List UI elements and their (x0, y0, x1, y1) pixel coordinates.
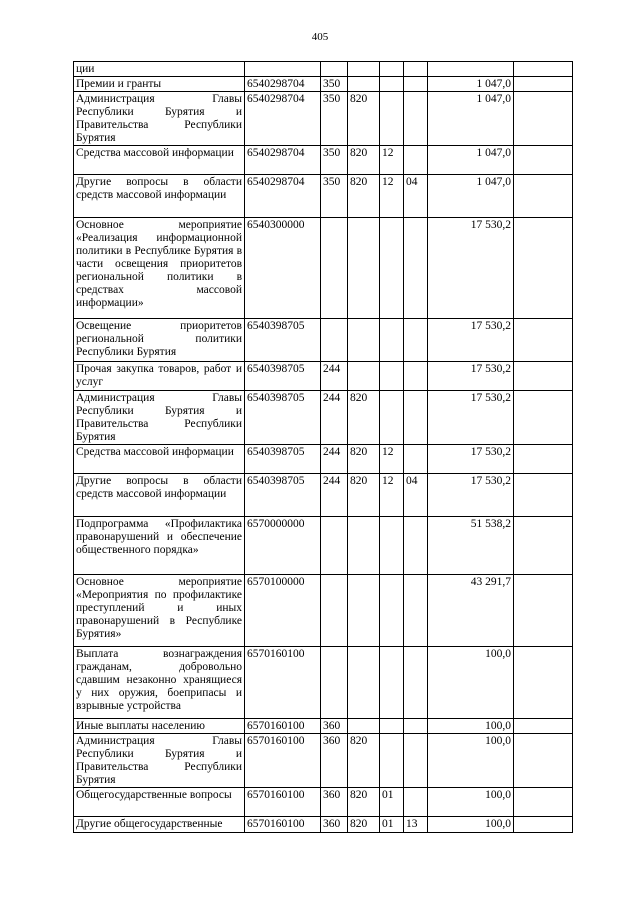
row-name: Администрация Главы Республики Бурятия и Правительства Республики Бурятия (74, 92, 245, 146)
row-subsection-code (404, 362, 428, 391)
table-row (74, 647, 573, 719)
row-admin-code: 820 (348, 817, 380, 833)
row-extra (514, 788, 573, 817)
table-row (74, 788, 573, 817)
table-row (74, 77, 573, 92)
row-csr-code: 6570160100 (245, 719, 321, 734)
row-subsection-code (404, 146, 428, 175)
row-csr-code (245, 62, 321, 77)
row-section-code (380, 92, 404, 146)
row-csr-code: 6540398705 (245, 362, 321, 391)
row-amount: 100,0 (428, 647, 514, 719)
row-amount: 17 530,2 (428, 391, 514, 445)
row-csr-code: 6540298704 (245, 146, 321, 175)
row-amount: 43 291,7 (428, 575, 514, 647)
row-section-code: 12 (380, 146, 404, 175)
row-admin-code: 820 (348, 146, 380, 175)
row-vr-code: 244 (321, 474, 348, 517)
row-csr-code: 6570160100 (245, 817, 321, 833)
row-csr-code: 6540300000 (245, 218, 321, 319)
row-vr-code: 360 (321, 817, 348, 833)
row-extra (514, 647, 573, 719)
row-section-code (380, 362, 404, 391)
row-admin-code (348, 77, 380, 92)
row-vr-code (321, 218, 348, 319)
row-name: Основное мероприятие «Реализация информационной политики в Республике Бурятия в части освещения приоритетов региональной политики в средствах массовой информации» (74, 218, 245, 319)
row-vr-code (321, 647, 348, 719)
row-extra (514, 175, 573, 218)
row-csr-code: 6570160100 (245, 734, 321, 788)
row-csr-code: 6540398705 (245, 445, 321, 474)
row-subsection-code (404, 719, 428, 734)
row-amount: 17 530,2 (428, 362, 514, 391)
row-admin-code (348, 319, 380, 362)
row-extra (514, 218, 573, 319)
row-subsection-code: 04 (404, 474, 428, 517)
row-extra (514, 575, 573, 647)
row-extra (514, 445, 573, 474)
row-amount: 1 047,0 (428, 92, 514, 146)
row-extra (514, 817, 573, 833)
row-amount: 1 047,0 (428, 77, 514, 92)
row-csr-code: 6540398705 (245, 319, 321, 362)
row-extra (514, 92, 573, 146)
table-row (74, 175, 573, 218)
row-section-code (380, 575, 404, 647)
row-subsection-code: 13 (404, 817, 428, 833)
table-row (74, 517, 573, 575)
row-admin-code: 820 (348, 92, 380, 146)
row-admin-code: 820 (348, 445, 380, 474)
row-subsection-code (404, 575, 428, 647)
row-csr-code: 6540398705 (245, 391, 321, 445)
row-extra (514, 391, 573, 445)
row-admin-code: 820 (348, 474, 380, 517)
row-subsection-code (404, 77, 428, 92)
row-vr-code: 244 (321, 362, 348, 391)
row-vr-code: 244 (321, 391, 348, 445)
row-name: ции (74, 62, 245, 77)
row-extra (514, 146, 573, 175)
row-amount: 100,0 (428, 788, 514, 817)
row-admin-code (348, 218, 380, 319)
row-csr-code: 6540298704 (245, 175, 321, 218)
row-amount: 51 538,2 (428, 517, 514, 575)
row-subsection-code (404, 445, 428, 474)
row-subsection-code (404, 92, 428, 146)
row-name: Другие общегосударственные (74, 817, 245, 833)
row-name: Освещение приоритетов региональной политики Республики Бурятия (74, 319, 245, 362)
row-section-code (380, 62, 404, 77)
row-section-code: 01 (380, 788, 404, 817)
row-amount: 17 530,2 (428, 474, 514, 517)
row-admin-code (348, 719, 380, 734)
row-extra (514, 517, 573, 575)
row-name: Администрация Главы Республики Бурятия и Правительства Республики Бурятия (74, 734, 245, 788)
row-subsection-code (404, 391, 428, 445)
row-section-code (380, 319, 404, 362)
table-row (74, 62, 573, 77)
row-admin-code (348, 62, 380, 77)
row-vr-code: 350 (321, 92, 348, 146)
table-row (74, 391, 573, 445)
row-name: Средства массовой информации (74, 146, 245, 175)
row-section-code: 12 (380, 445, 404, 474)
row-name: Средства массовой информации (74, 445, 245, 474)
row-amount: 100,0 (428, 817, 514, 833)
row-vr-code: 350 (321, 146, 348, 175)
row-admin-code (348, 575, 380, 647)
row-name: Общегосударственные вопросы (74, 788, 245, 817)
row-csr-code: 6570000000 (245, 517, 321, 575)
row-vr-code (321, 319, 348, 362)
row-name: Иные выплаты населению (74, 719, 245, 734)
row-csr-code: 6570160100 (245, 647, 321, 719)
row-subsection-code: 04 (404, 175, 428, 218)
row-amount: 100,0 (428, 719, 514, 734)
row-section-code (380, 719, 404, 734)
row-name: Подпрограмма «Профилактика правонарушений и обеспечение общественного порядка» (74, 517, 245, 575)
row-csr-code: 6540398705 (245, 474, 321, 517)
row-amount: 1 047,0 (428, 175, 514, 218)
row-name: Администрация Главы Республики Бурятия и Правительства Республики Бурятия (74, 391, 245, 445)
row-extra (514, 362, 573, 391)
table-row (74, 575, 573, 647)
page-number: 405 (311, 31, 329, 43)
row-name: Другие вопросы в области средств массовой информации (74, 175, 245, 218)
row-section-code (380, 734, 404, 788)
row-csr-code: 6570100000 (245, 575, 321, 647)
row-admin-code (348, 517, 380, 575)
row-csr-code: 6570160100 (245, 788, 321, 817)
row-extra (514, 319, 573, 362)
table-row (74, 474, 573, 517)
row-csr-code: 6540298704 (245, 92, 321, 146)
row-section-code (380, 647, 404, 719)
table-row (74, 817, 573, 833)
row-amount: 17 530,2 (428, 319, 514, 362)
row-vr-code: 350 (321, 77, 348, 92)
table-row (74, 319, 573, 362)
row-name: Выплата вознаграждения гражданам, добровольно сдавшим незаконно хранящиеся у них оружия, боеприпасы и взрывные устройства (74, 647, 245, 719)
row-vr-code: 360 (321, 734, 348, 788)
row-admin-code: 820 (348, 734, 380, 788)
row-amount (428, 62, 514, 77)
row-vr-code: 360 (321, 719, 348, 734)
row-vr-code (321, 62, 348, 77)
row-subsection-code (404, 647, 428, 719)
row-admin-code: 820 (348, 391, 380, 445)
row-amount: 100,0 (428, 734, 514, 788)
row-extra (514, 77, 573, 92)
row-admin-code (348, 362, 380, 391)
budget-table (73, 61, 573, 833)
row-section-code (380, 517, 404, 575)
table-row (74, 362, 573, 391)
row-name: Основное мероприятие «Мероприятия по профилактике преступлений и иных правонарушений в Республике Бурятия» (74, 575, 245, 647)
table-row (74, 734, 573, 788)
table-row (74, 719, 573, 734)
row-admin-code: 820 (348, 175, 380, 218)
row-admin-code (348, 647, 380, 719)
row-name: Другие вопросы в области средств массовой информации (74, 474, 245, 517)
row-subsection-code (404, 62, 428, 77)
row-section-code: 01 (380, 817, 404, 833)
table-row (74, 445, 573, 474)
row-vr-code: 350 (321, 175, 348, 218)
table-row (74, 146, 573, 175)
row-section-code (380, 218, 404, 319)
row-amount: 17 530,2 (428, 218, 514, 319)
row-section-code (380, 77, 404, 92)
row-extra (514, 62, 573, 77)
row-vr-code: 360 (321, 788, 348, 817)
row-subsection-code (404, 734, 428, 788)
row-amount: 17 530,2 (428, 445, 514, 474)
row-admin-code: 820 (348, 788, 380, 817)
row-subsection-code (404, 788, 428, 817)
row-extra (514, 474, 573, 517)
row-name: Прочая закупка товаров, работ и услуг (74, 362, 245, 391)
table-row (74, 218, 573, 319)
row-vr-code: 244 (321, 445, 348, 474)
row-extra (514, 719, 573, 734)
row-subsection-code (404, 218, 428, 319)
row-extra (514, 734, 573, 788)
row-section-code: 12 (380, 474, 404, 517)
row-subsection-code (404, 517, 428, 575)
row-section-code: 12 (380, 175, 404, 218)
row-vr-code (321, 575, 348, 647)
row-section-code (380, 391, 404, 445)
table-row (74, 92, 573, 146)
row-subsection-code (404, 319, 428, 362)
row-csr-code: 6540298704 (245, 77, 321, 92)
row-vr-code (321, 517, 348, 575)
row-amount: 1 047,0 (428, 146, 514, 175)
row-name: Премии и гранты (74, 77, 245, 92)
